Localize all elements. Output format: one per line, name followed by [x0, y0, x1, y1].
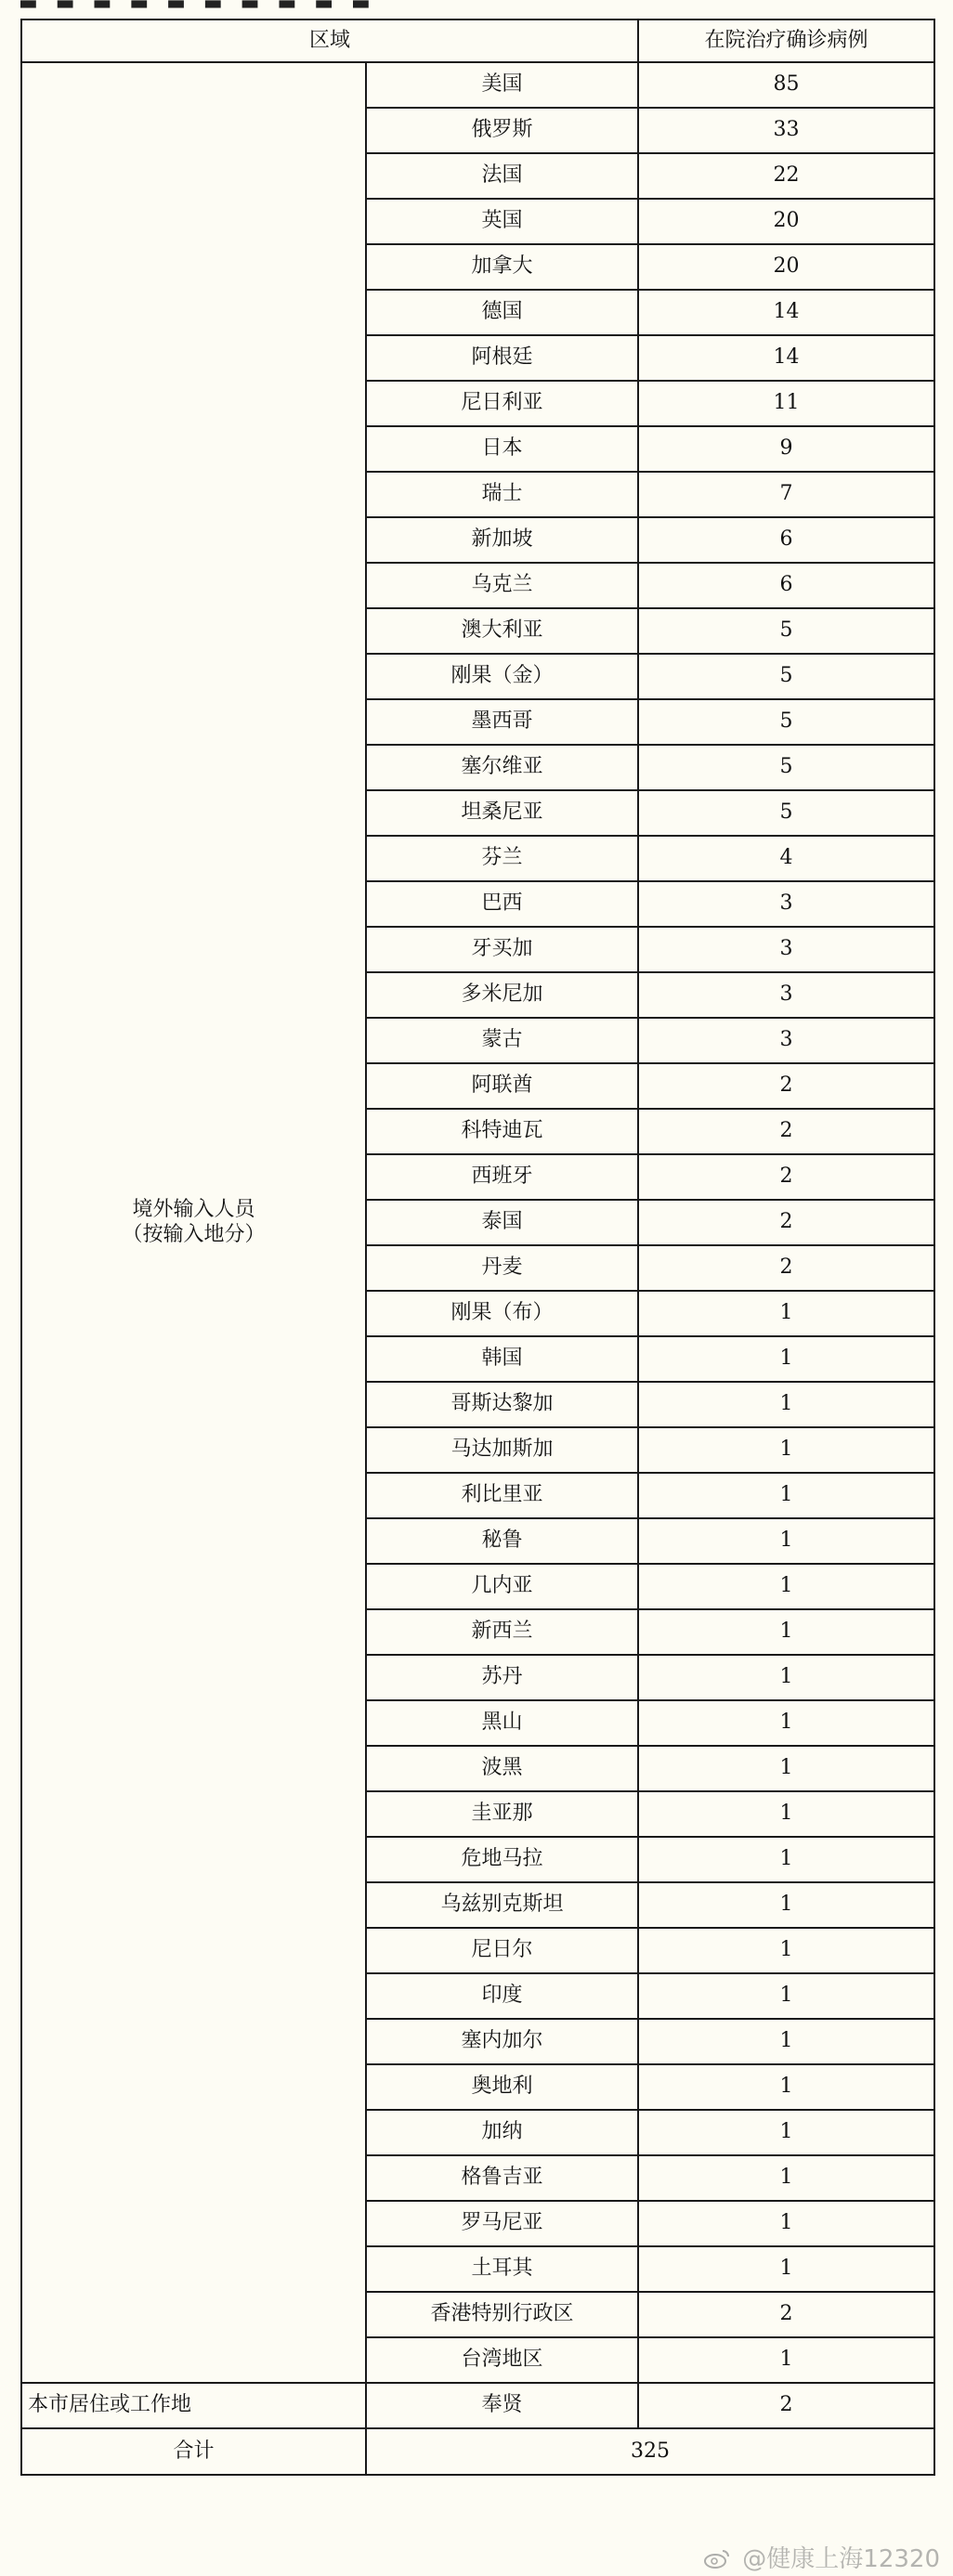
case-count: 3 — [638, 881, 934, 927]
country-name: 秘鲁 — [366, 1518, 638, 1564]
country-name: 德国 — [366, 290, 638, 335]
total-cases: 325 — [366, 2428, 934, 2475]
country-name: 加纳 — [366, 2110, 638, 2155]
case-count: 5 — [638, 699, 934, 745]
country-name: 罗马尼亚 — [366, 2201, 638, 2246]
country-name: 坦桑尼亚 — [366, 790, 638, 836]
country-name: 加拿大 — [366, 244, 638, 290]
case-count: 1 — [638, 1382, 934, 1427]
country-name: 阿联酋 — [366, 1063, 638, 1109]
weibo-icon — [703, 2547, 731, 2569]
case-count: 1 — [638, 2155, 934, 2201]
country-name: 刚果（布） — [366, 1291, 638, 1336]
table-header-row — [21, 20, 934, 62]
country-name: 苏丹 — [366, 1655, 638, 1700]
country-name: 几内亚 — [366, 1564, 638, 1609]
country-name: 尼日尔 — [366, 1928, 638, 1973]
case-count: 1 — [638, 1564, 934, 1609]
case-count: 14 — [638, 335, 934, 381]
local-district: 奉贤 — [366, 2383, 638, 2428]
case-count: 1 — [638, 2019, 934, 2064]
overseas-group-line2: （按输入地分） — [122, 1222, 266, 1246]
country-name: 芬兰 — [366, 836, 638, 881]
case-count: 3 — [638, 972, 934, 1018]
local-row — [21, 2383, 934, 2428]
case-count: 1 — [638, 1700, 934, 1746]
country-name: 黑山 — [366, 1700, 638, 1746]
country-name: 印度 — [366, 1973, 638, 2019]
case-count: 6 — [638, 563, 934, 608]
case-count: 1 — [638, 2246, 934, 2292]
case-count: 3 — [638, 1018, 934, 1063]
weibo-watermark — [703, 2540, 940, 2574]
header-region: 区域 — [21, 20, 638, 62]
country-name: 英国 — [366, 199, 638, 244]
country-name: 巴西 — [366, 881, 638, 927]
case-count: 1 — [638, 2201, 934, 2246]
country-name: 西班牙 — [366, 1154, 638, 1200]
overseas-group-line1: 境外输入人员 — [132, 1198, 255, 1222]
hospital-cases-table — [20, 19, 935, 2476]
total-label: 合计 — [21, 2428, 366, 2475]
country-name: 塞尔维亚 — [366, 745, 638, 790]
country-name: 牙买加 — [366, 927, 638, 972]
country-name: 刚果（金） — [366, 654, 638, 699]
case-count: 33 — [638, 108, 934, 153]
country-name: 乌兹别克斯坦 — [366, 1882, 638, 1928]
case-count: 1 — [638, 1518, 934, 1564]
country-name: 韩国 — [366, 1336, 638, 1382]
country-name: 蒙古 — [366, 1018, 638, 1063]
country-name: 丹麦 — [366, 1245, 638, 1291]
case-count: 1 — [638, 2337, 934, 2383]
country-name: 尼日利亚 — [366, 381, 638, 426]
case-count: 1 — [638, 2064, 934, 2110]
case-count: 2 — [638, 2292, 934, 2337]
country-name: 危地马拉 — [366, 1837, 638, 1882]
country-name: 多米尼加 — [366, 972, 638, 1018]
total-row — [21, 2428, 934, 2475]
case-count: 5 — [638, 654, 934, 699]
case-count: 6 — [638, 517, 934, 563]
country-name: 奥地利 — [366, 2064, 638, 2110]
case-count: 20 — [638, 199, 934, 244]
case-count: 7 — [638, 472, 934, 517]
country-name: 日本 — [366, 426, 638, 472]
case-count: 22 — [638, 153, 934, 199]
country-name: 墨西哥 — [366, 699, 638, 745]
table-body — [21, 20, 934, 2475]
case-count: 1 — [638, 1746, 934, 1791]
country-name: 塞内加尔 — [366, 2019, 638, 2064]
case-count: 1 — [638, 2110, 934, 2155]
case-count: 2 — [638, 1109, 934, 1154]
country-name: 瑞士 — [366, 472, 638, 517]
case-count: 5 — [638, 608, 934, 654]
overseas-group-label — [21, 62, 366, 2383]
case-count: 5 — [638, 745, 934, 790]
country-name: 香港特别行政区 — [366, 2292, 638, 2337]
country-name: 圭亚那 — [366, 1791, 638, 1837]
country-name: 台湾地区 — [366, 2337, 638, 2383]
case-count: 1 — [638, 1837, 934, 1882]
country-name: 利比里亚 — [366, 1473, 638, 1518]
case-count: 1 — [638, 1791, 934, 1837]
case-count: 20 — [638, 244, 934, 290]
cropped-caption-text: ▬ ▬ ▬ ▬ ▬ ▬ ▬ ▬ ▬ ▬ — [19, 0, 376, 13]
case-count: 2 — [638, 1154, 934, 1200]
country-name: 泰国 — [366, 1200, 638, 1245]
case-count: 1 — [638, 1291, 934, 1336]
case-count: 1 — [638, 1473, 934, 1518]
country-name: 哥斯达黎加 — [366, 1382, 638, 1427]
country-name: 俄罗斯 — [366, 108, 638, 153]
country-name: 阿根廷 — [366, 335, 638, 381]
local-label: 本市居住或工作地 — [21, 2383, 366, 2428]
case-count: 2 — [638, 1245, 934, 1291]
watermark-text: @健康上海12320 — [742, 2545, 940, 2573]
case-count: 3 — [638, 927, 934, 972]
country-name: 科特迪瓦 — [366, 1109, 638, 1154]
country-name: 美国 — [366, 62, 638, 108]
case-count: 1 — [638, 1928, 934, 1973]
local-cases: 2 — [638, 2383, 934, 2428]
case-count: 5 — [638, 790, 934, 836]
country-name: 新西兰 — [366, 1609, 638, 1655]
case-count: 1 — [638, 1973, 934, 2019]
cropped-caption-strip — [0, 0, 953, 13]
case-count: 1 — [638, 1655, 934, 1700]
country-name: 法国 — [366, 153, 638, 199]
table-row — [21, 62, 934, 108]
case-count: 11 — [638, 381, 934, 426]
country-name: 波黑 — [366, 1746, 638, 1791]
country-name: 格鲁吉亚 — [366, 2155, 638, 2201]
case-count: 14 — [638, 290, 934, 335]
case-count: 1 — [638, 1336, 934, 1382]
country-name: 新加坡 — [366, 517, 638, 563]
case-count: 4 — [638, 836, 934, 881]
case-count: 2 — [638, 1200, 934, 1245]
country-name: 土耳其 — [366, 2246, 638, 2292]
country-name: 乌克兰 — [366, 563, 638, 608]
country-name: 澳大利亚 — [366, 608, 638, 654]
case-count: 85 — [638, 62, 934, 108]
case-count: 1 — [638, 1609, 934, 1655]
case-count: 9 — [638, 426, 934, 472]
country-name: 马达加斯加 — [366, 1427, 638, 1473]
case-count: 1 — [638, 1882, 934, 1928]
case-count: 2 — [638, 1063, 934, 1109]
case-count: 1 — [638, 1427, 934, 1473]
header-cases: 在院治疗确诊病例 — [638, 20, 934, 62]
